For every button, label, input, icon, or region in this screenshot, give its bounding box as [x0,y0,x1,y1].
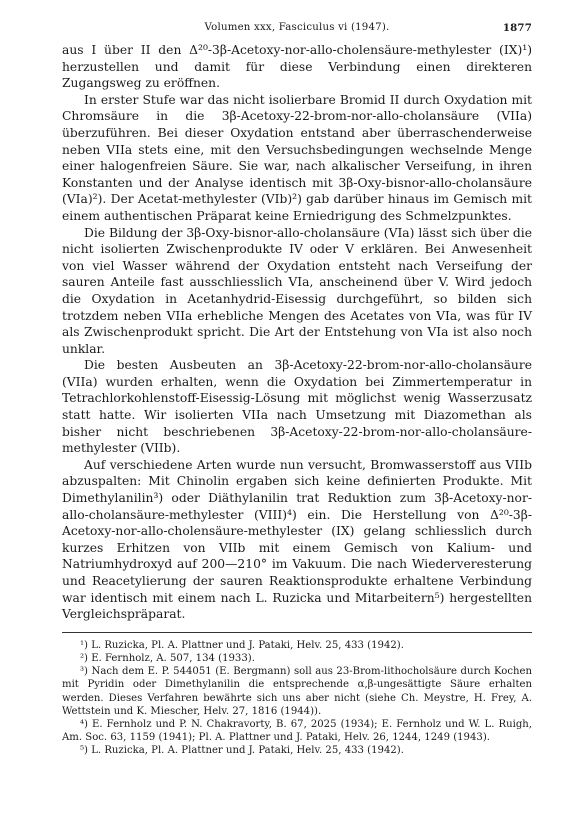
running-title: Volumen xxx, Fasciculus vi (1947). [204,22,390,33]
page-header [62,22,532,42]
page-number: 1877 [502,22,532,34]
paragraph: Auf verschiedene Arten wurde nun versucht, Bromwasserstoff aus VIIb abzuspalten: Mit Chinolin ergaben sich keine definierten Produkte. Mit Dimethylanilin³) oder Diäthylanilin trat Reduktion zum 3β-Acetoxy-nor-allo-cholansäure-methylester (VIII)⁴) ein. Die Herstellung von Δ²⁰-3β-Acetoxy-nor-allo-cholensäure-methylester (IX) gelang schliesslich durch kurzes Erhitzen von VIIb mit einem Gemisch von Kalium- und Natriumhydroxyd auf 200—210° im Vakuum. Die nach Wiederveresterung und Reacetylierung der sauren Reaktionsprodukte erhaltene Verbindung war identisch mit einem nach L. Ruzicka und Mitarbeitern⁵) hergestellten Vergleichspräparat. [62,457,532,622]
footnote: ⁴) E. Fernholz und P. N. Chakravorty, B. 67, 2025 (1934); E. Fernholz und W. L. Ruigh, Am. Soc. 63, 1159 (1941); Pl. A. Plattner und J. Pataki, Helv. 26, 1244, 1249 (1943). [62,719,532,744]
paragraph: In erster Stufe war das nicht isolierbare Bromid II durch Oxydation mit Chromsäure in die 3β-Acetoxy-22-brom-nor-allo-cholansäure (VIIa) überzuführen. Bei dieser Oxydation entstand aber überraschenderweise neben VIIa stets eine, mit den Versuchsbedingungen wechselnde Menge einer halogenfreien Säure. Sie war, nach alkalischer Verseifung, in ihren Konstanten und der Analyse identisch mit 3β-Oxy-bisnor-allo-cholansäure (VIa)²). Der Acetat-methylester (VIb)²) gab darüber hinaus im Gemisch mit einem authentischen Präparat keine Erniedrigung des Schmelzpunktes. [62,92,532,223]
paragraph: Die Bildung der 3β-Oxy-bisnor-allo-cholansäure (VIa) lässt sich über die nicht isolierten Zwischenprodukte IV oder V erklären. Bei Anwesenheit von viel Wasser während der Oxydation entsteht nach Verseifung der sauren Anteile fast ausschliesslich VIa, anscheinend über V. Wird jedoch die Oxydation in Acetanhydrid-Eisessig durchgeführt, so bilden sich trotzdem neben VIIa erhebliche Mengen des Acetates von VIa, was für IV als Zwischenprodukt spricht. Die Art der Entstehung von VIa ist also noch unklar. [62,225,532,356]
footnote: ¹) L. Ruzicka, Pl. A. Plattner und J. Pataki, Helv. 25, 433 (1942). [80,639,404,651]
footnote: ⁵) L. Ruzicka, Pl. A. Plattner und J. Pataki, Helv. 25, 433 (1942). [80,745,404,757]
footnote: ³) Nach dem E. P. 544051 (E. Bergmann) soll aus 23-Brom-lithocholsäure durch Kochen mit Pyridin oder Dimethylanilin die entsprechende α,β-ungesättigte Säure erhalten werden. Dieses Verfahren bewährte sich uns aber nicht (siehe Ch. Meystre, H. Frey, A. Wettstein und K. Miescher, Helv. 27, 1816 (1944)). [62,666,532,717]
footnote: ²) E. Fernholz, A. 507, 134 (1933). [80,652,255,664]
paragraph: Die besten Ausbeuten an 3β-Acetoxy-22-brom-nor-allo-cholansäure (VIIa) wurden erhalten, wenn die Oxydation bei Zimmertemperatur in Tetrachlorkohlenstoff-Eisessig-Lösung mit möglichst wenig Wasserzusatz statt hatte. Wir isolierten VIIa nach Umsetzung mit Diazomethan als bisher nicht beschriebenen 3β-Acetoxy-22-brom-nor-allo-cholansäure-methylester (VIIb). [62,358,532,456]
footnotes [62,639,532,758]
footnote-rule [62,632,532,633]
paragraph: aus I über II den Δ²⁰-3β-Acetoxy-nor-allo-cholensäure-methylester (IX)¹) herzustellen und damit für diese Verbindung einen direkteren Zugangsweg zu eröffnen. [62,43,532,91]
body-text [62,42,532,623]
